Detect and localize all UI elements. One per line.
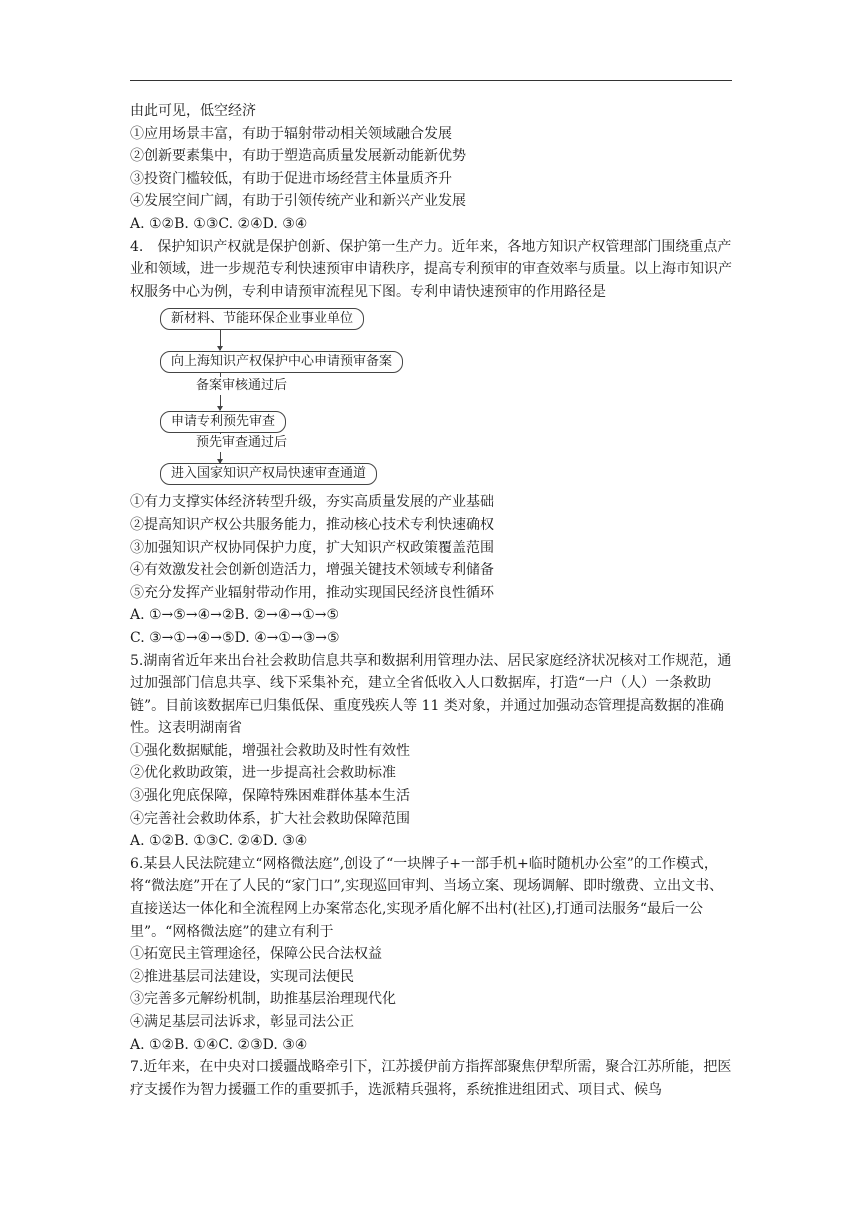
question-stem: 由此可见，低空经济	[130, 103, 256, 119]
flow-step-4: 进入国家知识产权局快速审查通道	[160, 463, 377, 485]
option-4: ④完善社会救助体系，扩大社会救助保障范围	[130, 810, 410, 827]
option-4: ④发展空间广阔，有助于引领传统产业和新兴产业发展	[130, 193, 466, 210]
question-6	[130, 853, 732, 1056]
flow-label-2: 预先审查通过后	[192, 434, 291, 452]
flow-step-2: 向上海知识产权保护中心申请预审备案	[160, 351, 403, 373]
option-3: ③强化兜底保障，保障特殊困难群体基本生活	[130, 788, 410, 805]
option-2: ②创新要素集中，有助于塑造高质量发展新动能新优势	[130, 148, 466, 165]
option-1: ①强化数据赋能，增强社会救助及时性有效性	[130, 742, 410, 759]
flow-step-1: 新材料、节能环保企业事业单位	[160, 308, 364, 330]
option-1: ①拓宽民主管理途径，保障公民合法权益	[130, 946, 382, 963]
option-4: ④有效激发社会创新创造活力，增强关键技术领域专利储备	[130, 562, 494, 579]
answer-choices-1: A. ①→⑤→④→②B. ②→④→①→⑤	[130, 607, 339, 624]
option-1: ①有力支撑实体经济转型升级，夯实高质量发展的产业基础	[130, 494, 494, 511]
question-stem: 7.近年来，在中央对口援疆战略牵引下，江苏援伊前方指挥部聚焦伊犁所需，聚合江苏所能，把医疗支援作为智力援疆工作的重要抓手，选派精兵强将，系统推进组团式、项目式、候鸟	[130, 1059, 732, 1098]
option-1: ①应用场景丰富，有助于辐射带动相关领域融合发展	[130, 125, 452, 142]
answer-choices-2: C. ③→①→④→⑤D. ④→①→③→⑤	[130, 629, 340, 646]
question-7	[130, 1056, 732, 1101]
option-3: ③加强知识产权协同保护力度，扩大知识产权政策覆盖范围	[130, 539, 494, 556]
option-3: ③投资门槛较低，有助于促进市场经营主体量质齐升	[130, 170, 452, 187]
question-stem: 6.某县人民法院建立“网格微法庭”,创设了“一块牌子+一部手机+临时随机办公室”的工作模式，将“微法庭”开在了人民的“家门口”,实现巡回审判、当场立案、现场调解、即时缴费、立出文书、直接送达一体化和全流程网上办案常态化,实现矛盾化解不出村(社区),打通司法服务“最后一公里”。“网格微法庭”的建立有利于	[130, 855, 724, 940]
patent-flowchart	[130, 305, 732, 482]
question-stem: 4. 保护知识产权就是保护创新、保护第一生产力。近年来，各地方知识产权管理部门围绕重点产业和领域，进一步规范专利快速预审申请秩序，提高专利预审的审查效率与质量。以上海市知识产权服务中心为例，专利申请预审流程见下图。专利申请快速预审的作用路径是	[130, 238, 732, 300]
header-rule	[130, 80, 732, 81]
option-2: ②提高知识产权公共服务能力，推动核心技术专利快速确权	[130, 516, 494, 533]
question-stem: 5.湖南省近年来出台社会救助信息共享和数据利用管理办法、居民家庭经济状况核对工作规范，通过加强部门信息共享、线下采集补充，建立全省低收入人口数据库，打造“一户（人）一条救助链”。目前该数据库已归集低保、重度残疾人等 11 类对象，并通过加强动态管理提高数据的准确性。这表明湖南省	[130, 652, 732, 737]
answer-choices: A. ①②B. ①④C. ②③D. ③④	[130, 1036, 308, 1053]
flow-step-3: 申请专利预先审查	[160, 411, 286, 433]
option-2: ②优化救助政策，进一步提高社会救助标准	[130, 765, 396, 782]
document-body	[130, 100, 732, 1101]
option-2: ②推进基层司法建设，实现司法便民	[130, 968, 354, 985]
question-4	[130, 236, 732, 650]
answer-choices: A. ①②B. ①③C. ②④D. ③④	[130, 833, 308, 850]
flow-label-1: 备案审核通过后	[192, 377, 291, 395]
answer-choices: A. ①②B. ①③C. ②④D. ③④	[130, 215, 308, 232]
question-5	[130, 650, 732, 853]
question-3-tail	[130, 100, 732, 236]
option-4: ④满足基层司法诉求，彰显司法公正	[130, 1014, 354, 1030]
option-3: ③完善多元解纷机制，助推基层治理现代化	[130, 991, 396, 1008]
flow-arrow-1	[220, 330, 221, 350]
option-5: ⑤充分发挥产业辐射带动作用，推动实现国民经济良性循环	[130, 584, 494, 601]
